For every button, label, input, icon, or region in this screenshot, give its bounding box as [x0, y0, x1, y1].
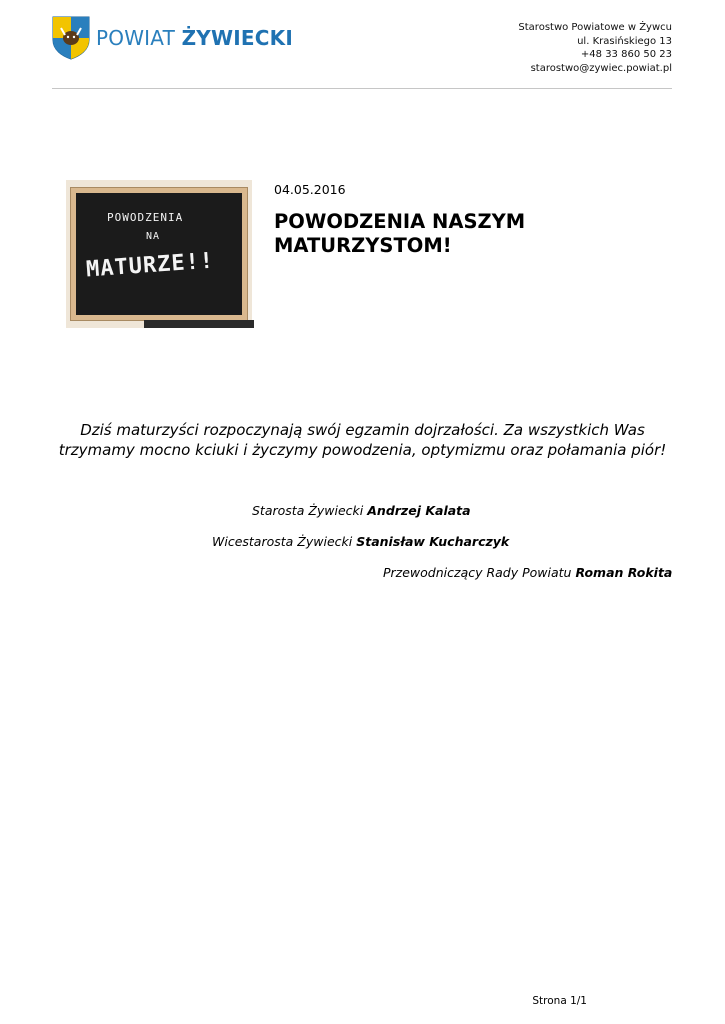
signature-name: Stanisław Kucharczyk	[356, 534, 510, 549]
chalkboard-image	[66, 180, 252, 328]
chalkboard-stand	[144, 320, 254, 328]
signature-starosta	[252, 503, 471, 518]
contact-office: Starostwo Powiatowe w Żywcu	[518, 22, 672, 33]
article-lead: Dziś maturzyści rozpoczynają swój egzamin dojrzałości. Za wszystkich Was trzymamy mocno kciuki i życzymy powodzenia, optymizmu oraz połamania piór!	[58, 421, 667, 459]
signature-przewodniczacy	[383, 565, 672, 580]
article-date: 04.05.2016	[274, 182, 346, 197]
chalk-text-maturze: MATURZE!!	[85, 248, 215, 283]
signature-wicestarosta	[212, 534, 509, 549]
chalkboard-surface	[76, 193, 242, 315]
article-title-line1: POWODZENIA NASZYM	[274, 210, 526, 233]
article-title-line2: MATURZYSTOM!	[274, 234, 452, 257]
signature-name: Andrzej Kalata	[367, 503, 471, 518]
signature-role: Przewodniczący Rady Powiatu	[383, 565, 572, 580]
contact-block	[518, 21, 672, 75]
logo	[52, 16, 293, 60]
page-number: Strona 1/1	[532, 995, 587, 1007]
header-divider	[52, 88, 672, 89]
signature-role: Starosta Żywiecki	[252, 503, 364, 518]
article-title	[274, 210, 525, 258]
logo-text-powiat: POWIAT	[96, 26, 182, 50]
signature-role: Wicestarosta Żywiecki	[212, 534, 353, 549]
contact-email: starostwo@zywiec.powiat.pl	[530, 62, 672, 74]
logo-text-zywiecki: ŻYWIECKI	[181, 26, 293, 50]
contact-address: ul. Krasińskiego 13	[577, 35, 672, 47]
chalk-text-na: NA	[146, 231, 161, 242]
contact-phone: +48 33 860 50 23	[580, 49, 672, 61]
logo-wordmark	[96, 26, 293, 50]
coat-of-arms-icon	[52, 16, 90, 60]
signature-name: Roman Rokita	[575, 565, 673, 580]
chalk-text-powodzenia: POWODZENIA	[107, 211, 184, 224]
